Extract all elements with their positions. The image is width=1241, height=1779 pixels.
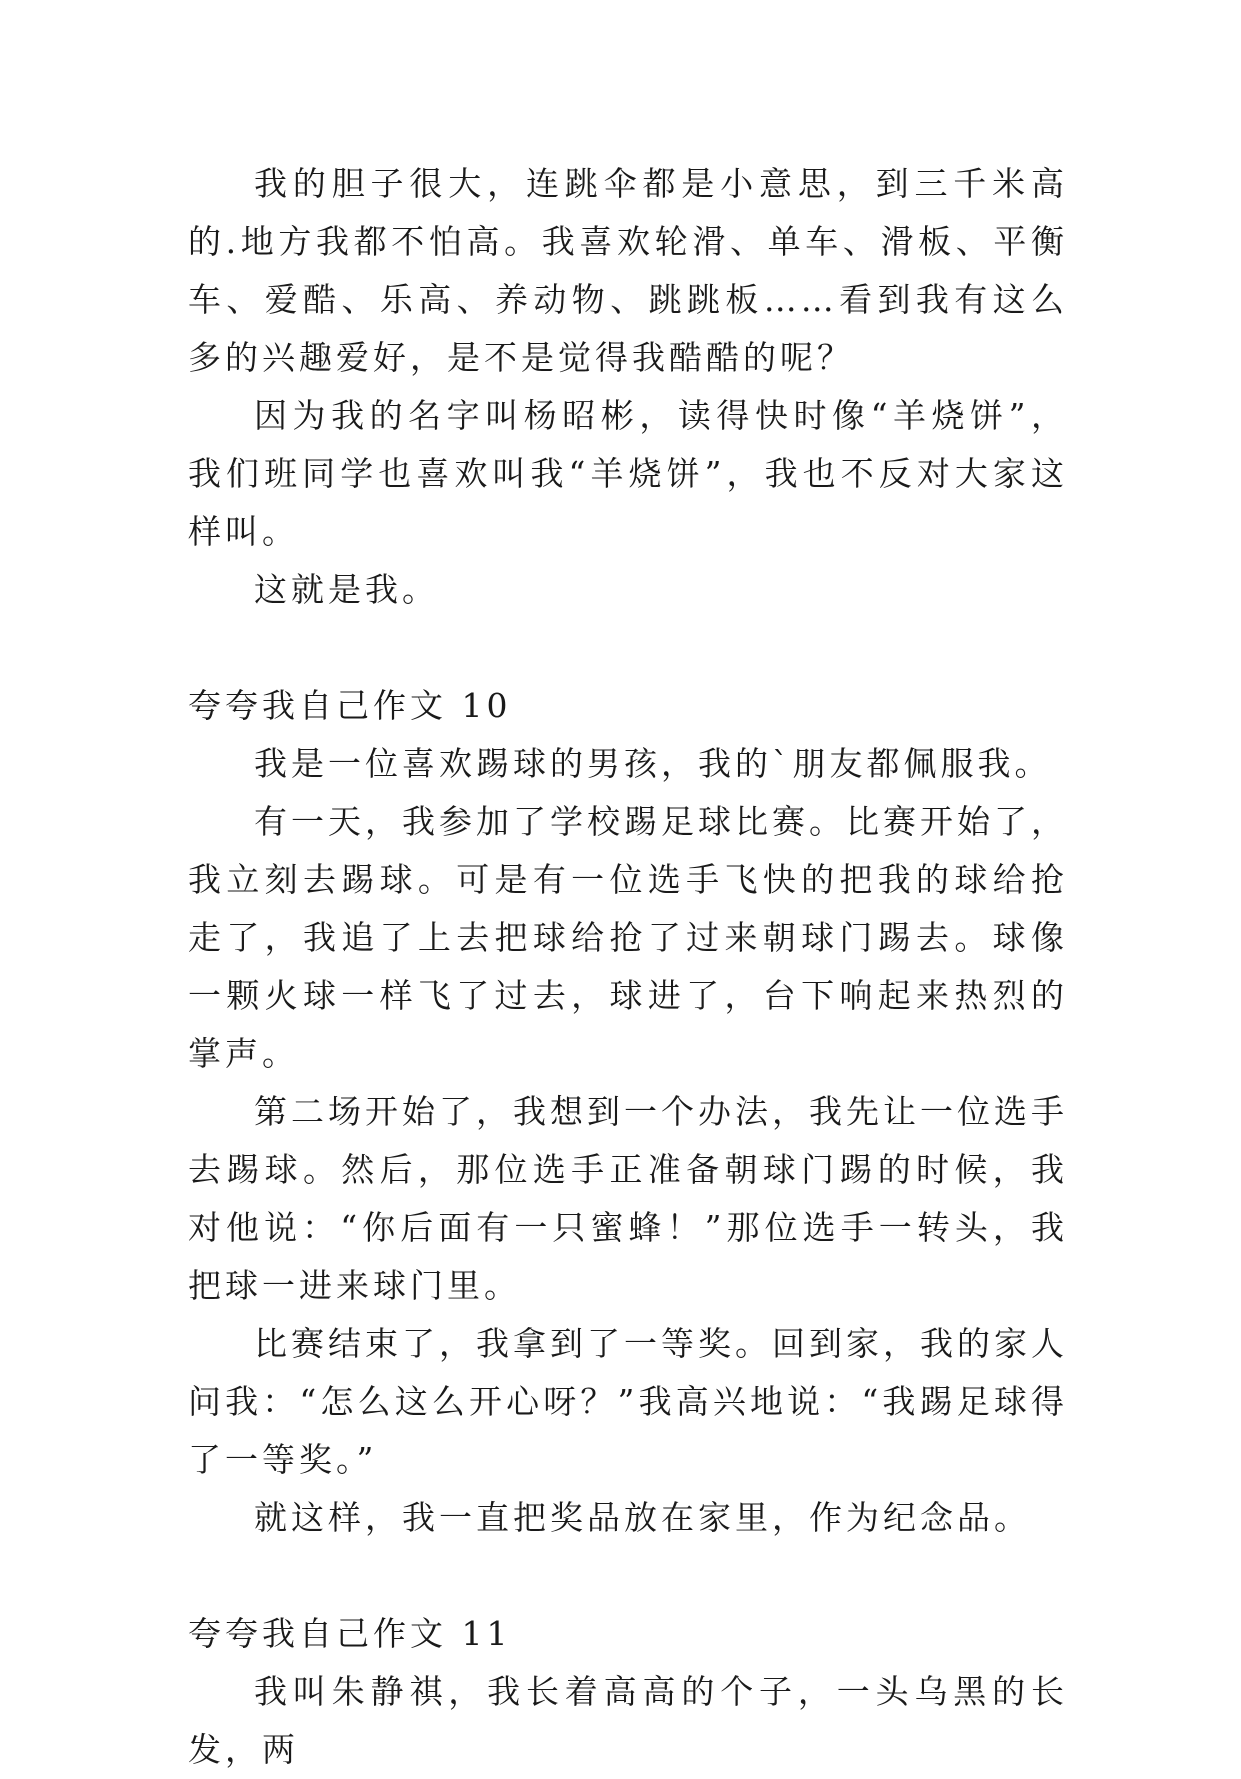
document-body xyxy=(188,155,1068,1779)
section-spacer xyxy=(188,1547,1068,1605)
paragraph: 我叫朱静祺，我长着高高的个子，一头乌黑的长发，两 xyxy=(188,1672,1068,1769)
paragraph: 我是一位喜欢踢球的男孩，我的`朋友都佩服我。 xyxy=(254,744,1052,783)
section-title: 夸夸我自己作文 10 xyxy=(188,686,512,725)
section-spacer xyxy=(188,619,1068,677)
paragraph: 因为我的名字叫杨昭彬，读得快时像“羊烧饼”，我们班同学也喜欢叫我“羊烧饼”，我也不反对大家这样叫。 xyxy=(188,396,1068,551)
paragraph: 有一天，我参加了学校踢足球比赛。比赛开始了，我立刻去踢球。可是有一位选手飞快的把我的球给抢走了，我追了上去把球给抢了过来朝球门踢去。球像一颗火球一样飞了过去，球进了，台下响起来热烈的掌声。 xyxy=(188,802,1068,1073)
paragraph: 我的胆子很大，连跳伞都是小意思，到三千米高的.地方我都不怕高。我喜欢轮滑、单车、滑板、平衡车、爱酷、乐高、养动物、跳跳板……看到我有这么多的兴趣爱好，是不是觉得我酷酷的呢？ xyxy=(188,164,1068,377)
paragraph: 第二场开始了，我想到一个办法，我先让一位选手去踢球。然后，那位选手正准备朝球门踢的时候，我对他说：“你后面有一只蜜蜂！”那位选手一转头，我把球一进来球门里。 xyxy=(188,1092,1068,1305)
paragraph: 这就是我。 xyxy=(254,570,439,609)
paragraph: 比赛结束了，我拿到了一等奖。回到家，我的家人问我：“怎么这么开心呀？”我高兴地说：“我踢足球得了一等奖。” xyxy=(188,1324,1068,1479)
paragraph: 就这样，我一直把奖品放在家里，作为纪念品。 xyxy=(254,1498,1031,1537)
section-title: 夸夸我自己作文 11 xyxy=(188,1614,512,1653)
